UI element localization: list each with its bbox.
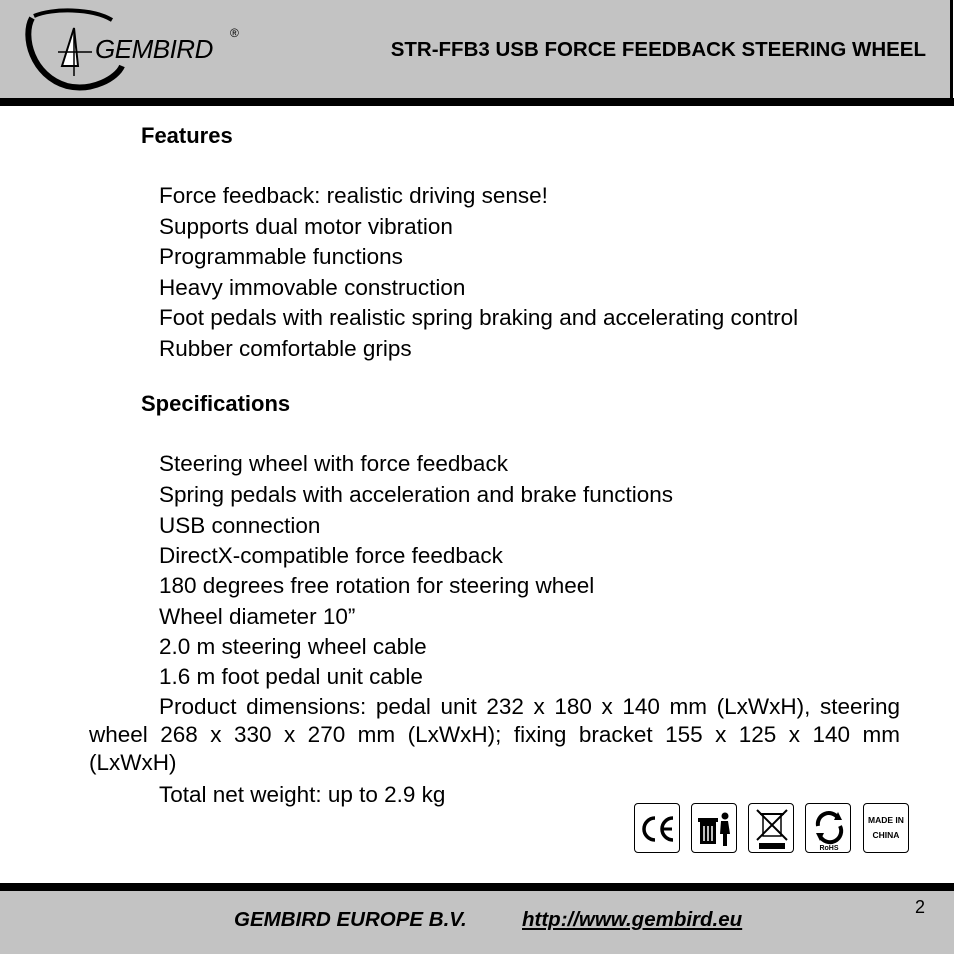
made-in-line1: MADE IN (868, 815, 904, 825)
page-number: 2 (914, 897, 925, 917)
feature-item: Force feedback: realistic driving sense! (159, 183, 548, 208)
footer-website-link[interactable]: http://www.gembird.eu (522, 908, 743, 931)
feature-item: Programmable functions (159, 244, 403, 269)
features-heading: Features (141, 123, 233, 148)
ce-mark-icon (634, 803, 680, 853)
total-weight: Total net weight: up to 2.9 kg (159, 782, 446, 807)
header-divider (0, 98, 954, 106)
product-dimensions: Product dimensions: pedal unit 232 x 180 x 140 mm (LxWxH), steering wheel 268 x 330 x 270 mm (LxWxH); fixing bracket 155 x 125 x 140 mm (LxWxH) (89, 694, 900, 775)
spec-item: Steering wheel with force feedback (159, 451, 508, 476)
feature-item: Heavy immovable construction (159, 275, 466, 300)
recycle-bin-icon (691, 803, 737, 853)
made-in-label (864, 804, 908, 843)
spec-item: 1.6 m foot pedal unit cable (159, 664, 423, 689)
spec-item: Spring pedals with acceleration and brake functions (159, 482, 674, 507)
feature-item: Foot pedals with realistic spring braking and accelerating control (159, 305, 799, 330)
weee-crossed-bin-icon (748, 803, 794, 853)
gembird-logo (22, 6, 252, 92)
recycle-bin-graphic (692, 804, 738, 854)
specifications-heading: Specifications (141, 391, 291, 416)
page-header (0, 0, 953, 98)
document-title: STR-FFB3 USB FORCE FEEDBACK STEERING WHEEL (390, 38, 926, 61)
registered-mark: ® (230, 26, 239, 40)
rohs-icon (805, 803, 851, 853)
feature-item: Rubber comfortable grips (159, 336, 412, 361)
feature-item: Supports dual motor vibration (159, 214, 453, 239)
spec-item: DirectX-compatible force feedback (159, 543, 503, 568)
ce-mark-graphic (635, 804, 681, 854)
spec-item: USB connection (159, 513, 321, 538)
spec-item: Wheel diameter 10” (159, 604, 356, 629)
rohs-graphic (806, 804, 852, 854)
weee-graphic (749, 804, 795, 854)
page-footer (0, 891, 954, 954)
spec-item: 2.0 m steering wheel cable (159, 634, 427, 659)
spec-item: 180 degrees free rotation for steering wheel (159, 573, 595, 598)
made-in-china-icon (863, 803, 909, 853)
footer-divider (0, 883, 954, 891)
footer-company: GEMBIRD EUROPE B.V. (234, 908, 467, 931)
made-in-line2: CHINA (872, 830, 900, 840)
logo-text: GEMBIRD (95, 34, 213, 64)
rohs-label: RoHS (819, 845, 839, 852)
